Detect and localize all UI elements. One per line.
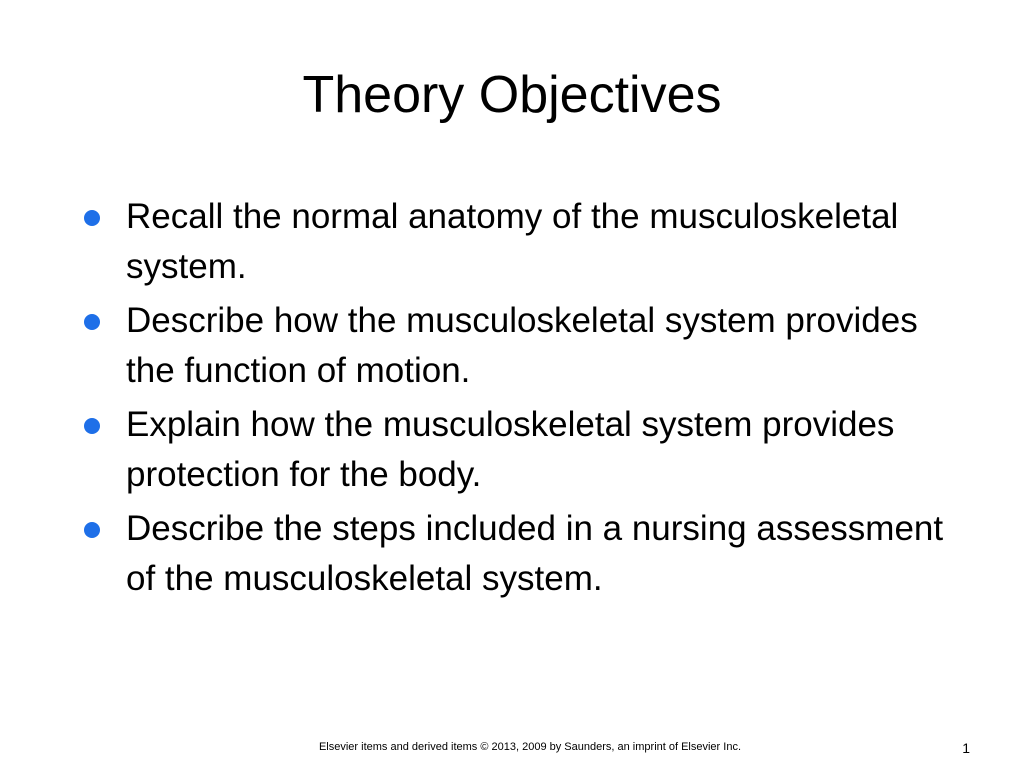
objective-item bbox=[84, 504, 964, 604]
objective-item bbox=[84, 296, 964, 396]
objective-item bbox=[84, 192, 964, 292]
objective-text: Recall the normal anatomy of the musculoskeletal system. bbox=[126, 197, 899, 286]
bullet-dot-icon bbox=[84, 522, 100, 538]
objective-item bbox=[84, 400, 964, 500]
bullet-dot-icon bbox=[84, 418, 100, 434]
copyright-footer: Elsevier items and derived items © 2013, 2009 by Saunders, an imprint of Elsevier Inc. bbox=[318, 741, 742, 753]
bullet-dot-icon bbox=[84, 210, 100, 226]
slide-title: Theory Objectives bbox=[302, 66, 722, 124]
objective-text: Explain how the musculoskeletal system provides protection for the body. bbox=[126, 405, 895, 494]
objective-text: Describe how the musculoskeletal system provides the function of motion. bbox=[126, 301, 918, 390]
bullet-dot-icon bbox=[84, 314, 100, 330]
objective-text: Describe the steps included in a nursing assessment of the musculoskeletal system. bbox=[126, 509, 944, 598]
page-number: 1 bbox=[962, 740, 970, 756]
objectives-list bbox=[84, 192, 964, 608]
